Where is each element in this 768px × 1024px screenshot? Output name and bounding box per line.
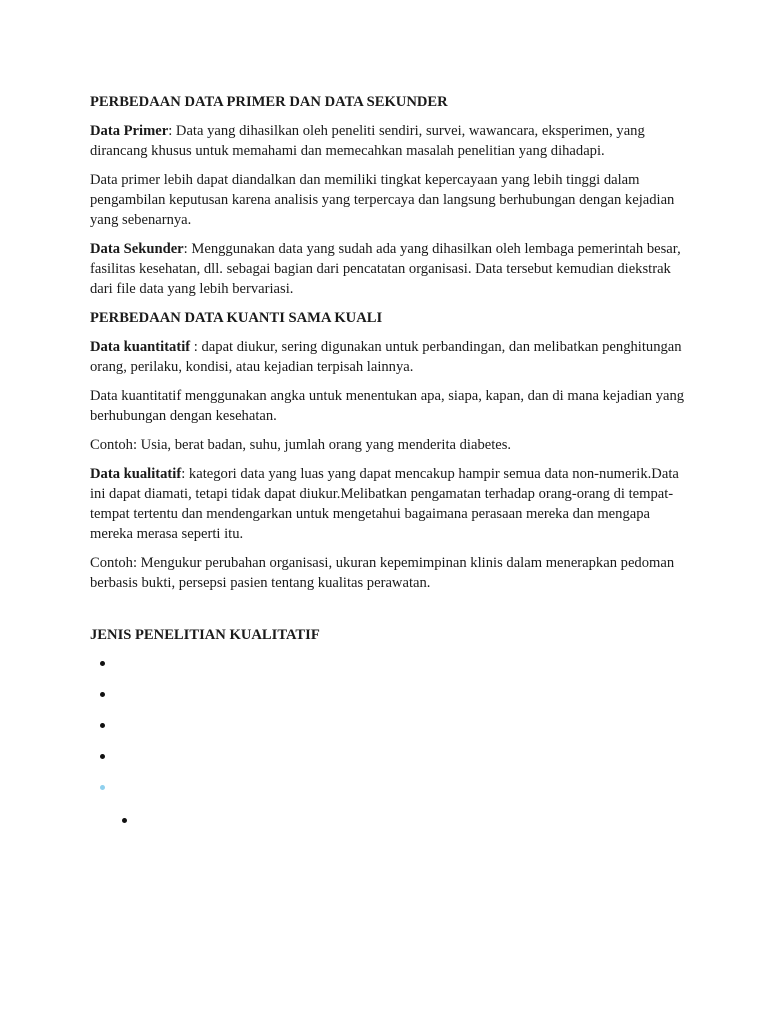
term-data-sekunder: Data Sekunder [90, 241, 184, 257]
bullet-icon [100, 754, 105, 759]
term-data-kualitatif: Data kualitatif [90, 466, 182, 482]
heading-jenis-penelitian: JENIS PENELITIAN KUALITATIF [90, 627, 320, 643]
list-item [90, 657, 686, 688]
definition-data-sekunder: : Menggunakan data yang sudah ada yang dihasilkan oleh lembaga pemerintah besar, fasilitas kesehatan, dll. sebagai bagian dari pencatatan organisasi. Data tersebut kemudian diekstrak dari file data yang lebih bervariasi. [90, 241, 681, 297]
bullet-icon-light [100, 785, 105, 790]
list-item-nested [90, 812, 686, 843]
list-item [90, 750, 686, 781]
heading-kuanti-kuali: PERBEDAAN DATA KUANTI SAMA KUALI [90, 310, 383, 326]
term-data-primer: Data Primer [90, 123, 169, 139]
document-page [90, 92, 686, 843]
definition-data-kuantitatif: : dapat diukur, sering digunakan untuk perbandingan, dan melibatkan penghitungan orang, perilaku, kondisi, atau kejadian terpisah lainnya. [90, 339, 682, 375]
term-data-kuantitatif: Data kuantitatif [90, 339, 191, 355]
paragraph-kuantitatif-note: Data kuantitatif menggunakan angka untuk menentukan apa, siapa, kapan, dan di mana kejadian yang berhubungan dengan kesehatan. [90, 388, 685, 424]
bullet-icon-nested [122, 818, 127, 823]
paragraph-data-kuantitatif [90, 337, 686, 377]
heading-primer-sekunder: PERBEDAAN DATA PRIMER DAN DATA SEKUNDER [90, 94, 448, 110]
bullet-list [90, 657, 686, 843]
bullet-icon [100, 692, 105, 697]
list-item [90, 719, 686, 750]
definition-data-kualitatif: : kategori data yang luas yang dapat mencakup hampir semua data non-numerik.Data ini dapat diamati, tetapi tidak dapat diukur.Melibatkan pengamatan terhadap orang-orang di tempat-tempat tertentu dan mendengarkan untuk mengetahui bagaimana perasaan mereka dan mengapa mereka merasa seperti itu. [90, 466, 679, 542]
paragraph-data-primer [90, 121, 686, 161]
paragraph-data-sekunder [90, 239, 686, 299]
bullet-icon [100, 723, 105, 728]
list-item [90, 781, 686, 812]
definition-data-primer: : Data yang dihasilkan oleh peneliti sendiri, survei, wawancara, eksperimen, yang dirancang khusus untuk memahami dan memecahkan masalah penelitian yang dihadapi. [90, 123, 645, 159]
bullet-icon [100, 661, 105, 666]
paragraph-primer-note: Data primer lebih dapat diandalkan dan memiliki tingkat kepercayaan yang lebih tinggi dalam pengambilan keputusan karena analisis yang terpercaya dan langsung berhubungan dengan kejadian yang sebenarnya. [90, 172, 675, 228]
list-item [90, 688, 686, 719]
paragraph-kuantitatif-example: Contoh: Usia, berat badan, suhu, jumlah orang yang menderita diabetes. [90, 437, 512, 453]
paragraph-data-kualitatif [90, 464, 686, 544]
paragraph-kualitatif-example: Contoh: Mengukur perubahan organisasi, ukuran kepemimpinan klinis dalam menerapkan pedoman berbasis bukti, persepsi pasien tentang kualitas perawatan. [90, 555, 675, 591]
